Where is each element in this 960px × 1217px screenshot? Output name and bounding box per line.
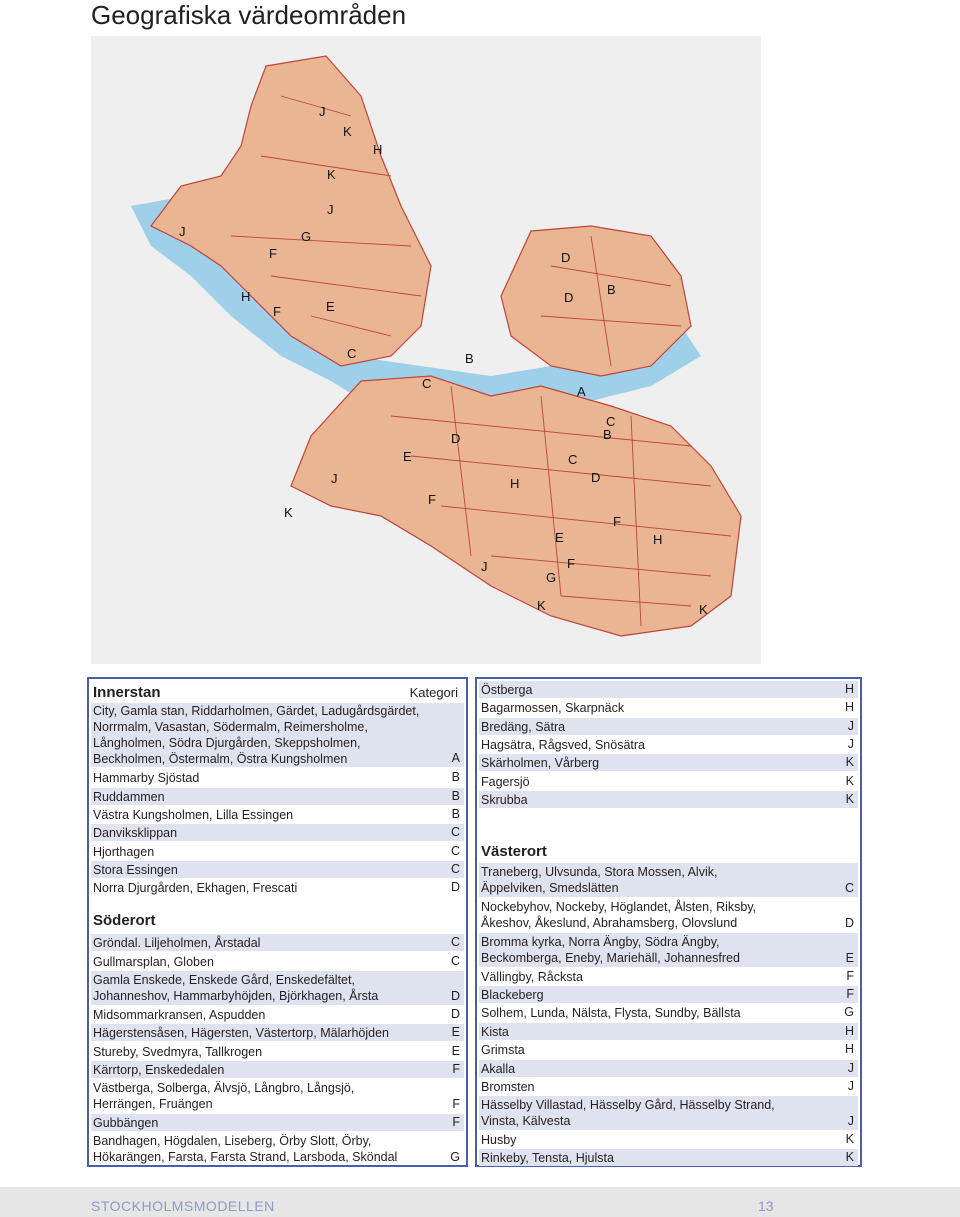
row-category: F <box>452 1097 460 1111</box>
table-row <box>479 1023 858 1040</box>
map-letter: G <box>301 229 312 244</box>
row-category: E <box>845 951 854 965</box>
land-south <box>291 376 741 636</box>
row-name: Hammarby Sjöstad <box>93 770 200 785</box>
table-row <box>479 1060 858 1077</box>
table-row <box>479 968 858 985</box>
row-name: Hjorthagen <box>93 844 155 859</box>
table-row <box>479 773 858 790</box>
row-name: Kista <box>481 1024 509 1039</box>
table-row <box>479 1131 858 1148</box>
land-north-east <box>501 226 691 376</box>
row-category: C <box>450 862 460 876</box>
row-category: H <box>844 682 854 696</box>
row-category: K <box>845 774 854 788</box>
row-category: E <box>451 1044 460 1058</box>
table-row <box>91 843 464 860</box>
table-row <box>479 699 858 716</box>
row-category: C <box>450 954 460 968</box>
map-letter: E <box>403 449 412 464</box>
table-row <box>91 971 464 1005</box>
row-category: J <box>847 1114 854 1128</box>
row-category: F <box>846 987 854 1001</box>
row-name: Stureby, Svedmyra, Tallkrogen <box>93 1044 263 1059</box>
row-name: Ruddammen <box>93 789 165 804</box>
row-name: Nockebyhov, Nockeby, Höglandet, Ålsten, Riksby, Åkeshov, Åkeslund, Abrahamsberg, Olovslund <box>481 900 757 930</box>
table-row <box>479 863 858 897</box>
row-category: D <box>450 1007 460 1021</box>
page-footer <box>0 1187 960 1217</box>
table-innerstan-soderort <box>87 677 468 1167</box>
row-name: Bandhagen, Högdalen, Liseberg, Örby Slott, Örby, Hökarängen, Farsta, Farsta Strand, Larsboda, Sköndal <box>93 1134 398 1164</box>
row-name: Bagarmossen, Skarpnäck <box>481 700 625 715</box>
table-row <box>479 1078 858 1095</box>
map-graphic <box>91 36 761 664</box>
row-category: K <box>845 1132 854 1146</box>
row-category: H <box>844 1042 854 1056</box>
map-letter: K <box>537 598 546 613</box>
map-letter: E <box>555 530 564 545</box>
row-name: Solhem, Lunda, Nälsta, Flysta, Sundby, Bällsta <box>481 1005 741 1020</box>
map-letter: C <box>568 452 578 467</box>
map-letter: G <box>546 570 557 585</box>
district-map <box>91 36 761 664</box>
map-letter: D <box>591 470 601 485</box>
map-letter: K <box>327 167 336 182</box>
table-row <box>91 934 464 951</box>
table-row <box>91 788 464 805</box>
row-name: Blackeberg <box>481 987 544 1002</box>
section-heading-innerstan: Innerstan <box>93 684 161 701</box>
row-category: J <box>847 1061 854 1075</box>
map-letter: D <box>561 250 571 265</box>
row-name: Midsommarkransen, Aspudden <box>93 1007 266 1022</box>
row-category: J <box>847 737 854 751</box>
row-category: K <box>845 1150 854 1164</box>
row-name: Norra Djurgården, Ekhagen, Frescati <box>93 880 298 895</box>
row-name: City, Gamla stan, Riddarholmen, Gärdet, Ladugårdsgärdet, Norrmalm, Vasastan, Södermalm, Reimersholme, Långholmen, Södra Djurgården, Skeppsholmen, Beckholmen, Östermalm, Östra Kungsholmen <box>93 704 420 766</box>
map-letter: C <box>422 376 432 391</box>
table-row <box>479 736 858 753</box>
land-west <box>151 56 431 366</box>
row-name: Akalla <box>481 1061 516 1076</box>
table-row <box>479 1096 858 1130</box>
map-letter: J <box>481 559 488 574</box>
map-letter: C <box>606 414 616 429</box>
page-title: Geografiska värdeområden <box>91 0 407 30</box>
map-letter: F <box>567 556 575 571</box>
table-row <box>479 1004 858 1021</box>
section-heading-soderort: Söderort <box>93 912 156 929</box>
row-name: Stora Essingen <box>93 862 178 877</box>
map-letter: D <box>564 290 574 305</box>
map-letter: K <box>284 505 293 520</box>
map-letter: E <box>326 299 335 314</box>
row-category: C <box>844 881 854 895</box>
map-letter: H <box>653 532 663 547</box>
map-letter: F <box>428 492 436 507</box>
row-category: G <box>844 1005 854 1019</box>
row-name: Vällingby, Råcksta <box>481 969 583 984</box>
table-row <box>479 754 858 771</box>
map-letter: B <box>603 427 612 442</box>
column-heading-kategori: Kategori <box>409 685 458 700</box>
row-name: Bromsten <box>481 1079 535 1094</box>
row-name: Skrubba <box>481 792 528 807</box>
row-name: Danviksklippan <box>93 825 178 840</box>
map-letter: K <box>699 602 708 617</box>
row-category: H <box>844 700 854 714</box>
row-category: C <box>450 844 460 858</box>
row-name: Gamla Enskede, Enskede Gård, Enskedefältet, Johanneshov, Hammarbyhöjden, Björkhagen, Årsta <box>93 973 379 1003</box>
table-row <box>479 933 858 967</box>
row-category: K <box>845 792 854 806</box>
table-soderort-vasterort <box>475 677 862 1167</box>
row-category: H <box>844 1024 854 1038</box>
row-category: B <box>451 770 460 784</box>
table-row <box>91 861 464 878</box>
map-letter: J <box>331 471 338 486</box>
table-row <box>91 1024 464 1041</box>
table-row <box>91 1006 464 1023</box>
row-category: J <box>847 719 854 733</box>
row-name: Hagsätra, Rågsved, Snösätra <box>481 737 645 752</box>
row-name: Hässelby Villastad, Hässelby Gård, Hässelby Strand, Vinsta, Kälvesta <box>481 1098 775 1128</box>
row-name: Västberga, Solberga, Älvsjö, Långbro, Långsjö, Herrängen, Fruängen <box>93 1081 355 1111</box>
table-row <box>91 703 464 767</box>
row-name: Bredäng, Sätra <box>481 719 566 734</box>
table-row <box>91 1114 464 1131</box>
table-row <box>91 1061 464 1078</box>
map-letter: A <box>577 384 586 399</box>
table-row <box>91 806 464 823</box>
row-name: Skärholmen, Vårberg <box>481 755 600 770</box>
table-row <box>479 986 858 1003</box>
map-letter: F <box>273 304 281 319</box>
table-row <box>479 1041 858 1058</box>
table-row <box>91 1132 464 1166</box>
map-letter: H <box>510 476 520 491</box>
table-row <box>479 718 858 735</box>
row-category: F <box>846 969 854 983</box>
map-letter: J <box>327 202 334 217</box>
row-name: Grimsta <box>481 1042 525 1057</box>
row-category: B <box>451 807 460 821</box>
table-row <box>479 681 858 698</box>
row-name: Gullmarsplan, Globen <box>93 954 214 969</box>
row-category: C <box>450 825 460 839</box>
row-name: Husby <box>481 1132 517 1147</box>
table-row <box>479 898 858 932</box>
row-category: F <box>452 1115 460 1129</box>
row-name: Bromma kyrka, Norra Ängby, Södra Ängby, Beckomberga, Eneby, Mariehäll, Johannesfred <box>481 935 740 965</box>
row-category: K <box>845 755 854 769</box>
table-row <box>91 1043 464 1060</box>
map-letter: K <box>343 124 352 139</box>
footer-brand: STOCKHOLMSMODELLEN <box>91 1198 275 1214</box>
table-row <box>479 791 858 808</box>
row-category: C <box>450 935 460 949</box>
row-name: Gröndal. Liljeholmen, Årstadal <box>93 935 261 950</box>
table-row <box>91 1079 464 1113</box>
row-category: D <box>450 989 460 1003</box>
table-row <box>91 769 464 786</box>
section-heading-vasterort: Västerort <box>481 843 547 860</box>
row-category: G <box>450 1150 460 1164</box>
row-category: E <box>451 1025 460 1039</box>
table-row <box>91 824 464 841</box>
map-letter: B <box>607 282 616 297</box>
row-name: Östberga <box>481 682 533 697</box>
map-letter: J <box>179 224 186 239</box>
map-letter: F <box>269 246 277 261</box>
map-letter: H <box>373 142 383 157</box>
row-category: F <box>452 1062 460 1076</box>
table-row <box>479 1149 858 1166</box>
row-category: D <box>450 880 460 894</box>
row-category: A <box>451 751 460 765</box>
row-name: Traneberg, Ulvsunda, Stora Mossen, Alvik, Äppelviken, Smedslätten <box>481 865 718 895</box>
row-name: Gubbängen <box>93 1115 159 1130</box>
row-name: Västra Kungsholmen, Lilla Essingen <box>93 807 294 822</box>
row-name: Fagersjö <box>481 774 530 789</box>
row-category: J <box>847 1079 854 1093</box>
row-name: Rinkeby, Tensta, Hjulsta <box>481 1150 614 1165</box>
page-number: 13 <box>758 1198 774 1214</box>
table-row <box>91 953 464 970</box>
row-category: B <box>451 789 460 803</box>
map-letter: H <box>241 289 251 304</box>
map-letter: F <box>613 514 621 529</box>
map-letter: C <box>347 346 357 361</box>
table-row <box>91 879 464 896</box>
row-name: Hägerstensåsen, Hägersten, Västertorp, Mälarhöjden <box>93 1025 389 1040</box>
map-letter: D <box>451 431 461 446</box>
row-category: D <box>844 916 854 930</box>
map-letter: B <box>465 351 474 366</box>
row-name: Kärrtorp, Enskededalen <box>93 1062 225 1077</box>
map-letter: J <box>319 104 326 119</box>
